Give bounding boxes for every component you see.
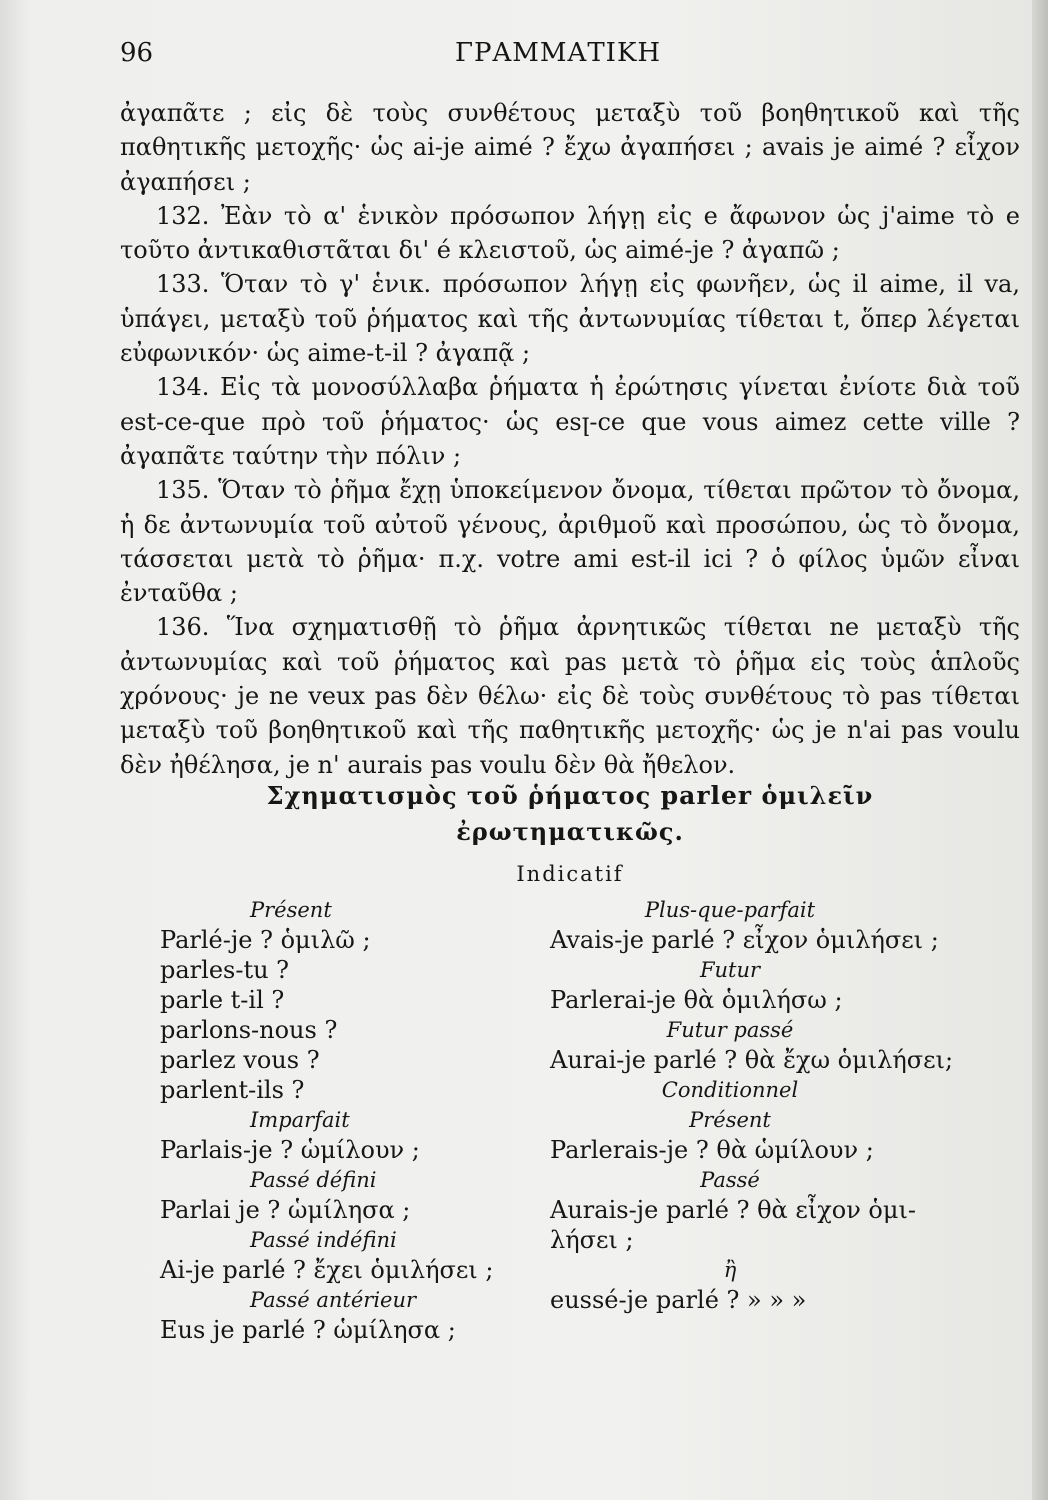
paragraph-136: 136. Ἵνα σχηματισθῇ τὸ ῥῆμα ἀρνητικῶς τίθεται ne μεταξὺ τῆς ἀντωνυμίας καὶ τοῦ ῥήματος καὶ pas μετὰ τὸ ῥῆμα εἰς τοὺς ἁπλοῦς χρόνους· je ne veux pas δὲν θέλω· εἰς δὲ τοὺς συνθέτους τὸ pas τίθεται μεταξὺ τοῦ βοηθητικοῦ καὶ τῆς παθητικῆς μετοχῆς· ὡς je n'ai pas voulu δὲν ἠθέλησα, je n' aurais pas voulu δὲν θὰ ἤθελον. [120, 613, 1020, 779]
running-title: ΓΡΑΜΜΑΤΙΚΗ [455, 38, 662, 68]
conjugation-line: Parlé-je ? ὁμιλῶ ; [160, 926, 371, 954]
conjugation-line: Eus je parlé ? ὡμίλησα ; [160, 1316, 456, 1344]
tense-title: Futur [699, 958, 761, 982]
text-body [120, 96, 1020, 782]
page-number: 96 [120, 38, 154, 68]
tense-title: ἢ [723, 1258, 737, 1282]
conjugation-line: parlent-ils ? [160, 1076, 305, 1104]
conjugation-line: λήσει ; [550, 1226, 634, 1254]
conjugation-line: Aurais-je parlé ? θὰ εἶχον ὁμι- [550, 1196, 916, 1224]
conjugation-line: eussé-je parlé ? » » » [550, 1286, 807, 1314]
conjugation-line: parlez vous ? [160, 1046, 320, 1074]
conjugation-right-column [550, 895, 1020, 1315]
tense-title: Passé antérieur [250, 1288, 417, 1312]
tense-title: Passé [700, 1168, 760, 1192]
conjugation-left-column [160, 895, 560, 1345]
paragraph-continuation: ἀγαπᾶτε ; εἰς δὲ τοὺς συνθέτους μεταξὺ τοῦ βοηθητικοῦ καὶ τῆς παθητικῆς μετοχῆς· ὡς ai-je aimé ? ἔχω ἀγαπήσει ; avais je aimé ? εἶχον ἀγαπήσει ; [120, 99, 1020, 196]
tense-title: Passé défini [250, 1168, 377, 1192]
heading-part2: ὁμιλεῖν [761, 781, 874, 810]
conjugation-line: parlons-nous ? [160, 1016, 338, 1044]
tense-title: Conditionnel [661, 1078, 799, 1102]
heading-verb: parler [660, 781, 753, 810]
heading-line2: ἐρωτηματικῶς. [456, 817, 684, 846]
paragraph-134: 134. Εἰς τὰ μονοσύλλαβα ῥήματα ἡ ἐρώτησις γίνεται ἐνίοτε διὰ τοῦ est-ce-que πρὸ τοῦ ῥήματος· ὡς esꞁ-ce que vous aimez cette ville ? ἀγαπᾶτε ταύτην τὴν πόλιν ; [120, 373, 1020, 470]
conjugation-line: Aurai-je parlé ? θὰ ἔχω ὁμιλήσει; [550, 1046, 954, 1074]
page-edge [1032, 0, 1048, 1500]
tense-title: Présent [689, 1108, 771, 1132]
tense-title: Futur passé [666, 1018, 794, 1042]
paragraph-135: 135. Ὅταν τὸ ῥῆμα ἔχῃ ὑποκείμενον ὄνομα, τίθεται πρῶτον τὸ ὄνομα, ἡ δε ἀντωνυμία τοῦ αὐτοῦ γένους, ἀριθμοῦ καὶ προσώπου, ὡς τὸ ὄνομα, τάσσεται μετὰ τὸ ῥῆμα· π.χ. votre ami est-il ici ? ὁ φίλος ὑμῶν εἶναι ἐνταῦθα ; [120, 476, 1020, 608]
paragraph-132: 132. Ἐὰν τὸ α' ἑνικὸν πρόσωπον λήγῃ εἰς e ἄφωνον ὡς j'aime τὸ e τοῦτο ἀντικαθιστᾶται δι' é κλειστοῦ, ὡς aimé-je ? ἀγαπῶ ; [120, 201, 1020, 265]
heading-part1: Σχηματισμὸς τοῦ ῥήματος [266, 781, 652, 810]
conjugation-line: Parlais-je ? ὡμίλουν ; [160, 1136, 420, 1164]
conjugation-line: parles-tu ? [160, 956, 290, 984]
tense-title: Passé indéfini [250, 1228, 397, 1252]
mood-title: Indicatif [516, 862, 624, 886]
page-header [120, 38, 1020, 78]
conjugation-line: Parlerais-je ? θὰ ὡμίλουν ; [550, 1136, 874, 1164]
tense-title: Plus-que-parfait [644, 898, 816, 922]
conjugation-line: parle t-il ? [160, 986, 285, 1014]
conjugation-line: Avais-je parlé ? εἶχον ὁμιλήσει ; [550, 926, 939, 954]
conjugation-line: Parlai je ? ὡμίλησα ; [160, 1196, 411, 1224]
conjugation-line: Ai-je parlé ? ἔχει ὁμιλήσει ; [160, 1256, 494, 1284]
paragraph-133: 133. Ὅταν τὸ γ' ἑνικ. πρόσωπον λήγῃ εἰς φωνῆεν, ὡς il aime, il va, ὑπάγει, μεταξὺ τοῦ ῥήματος καὶ τῆς ἀντωνυμίας τίθεται t, ὅπερ λέγεται εὐφωνικόν· ὡς aime-t-il ? ἀγαπᾷ ; [120, 270, 1020, 368]
section-heading [120, 778, 1020, 850]
conjugation-line: Parlerai-je θὰ ὁμιλήσω ; [550, 986, 843, 1014]
tense-title: Imparfait [250, 1108, 350, 1132]
tense-title: Présent [250, 898, 332, 922]
